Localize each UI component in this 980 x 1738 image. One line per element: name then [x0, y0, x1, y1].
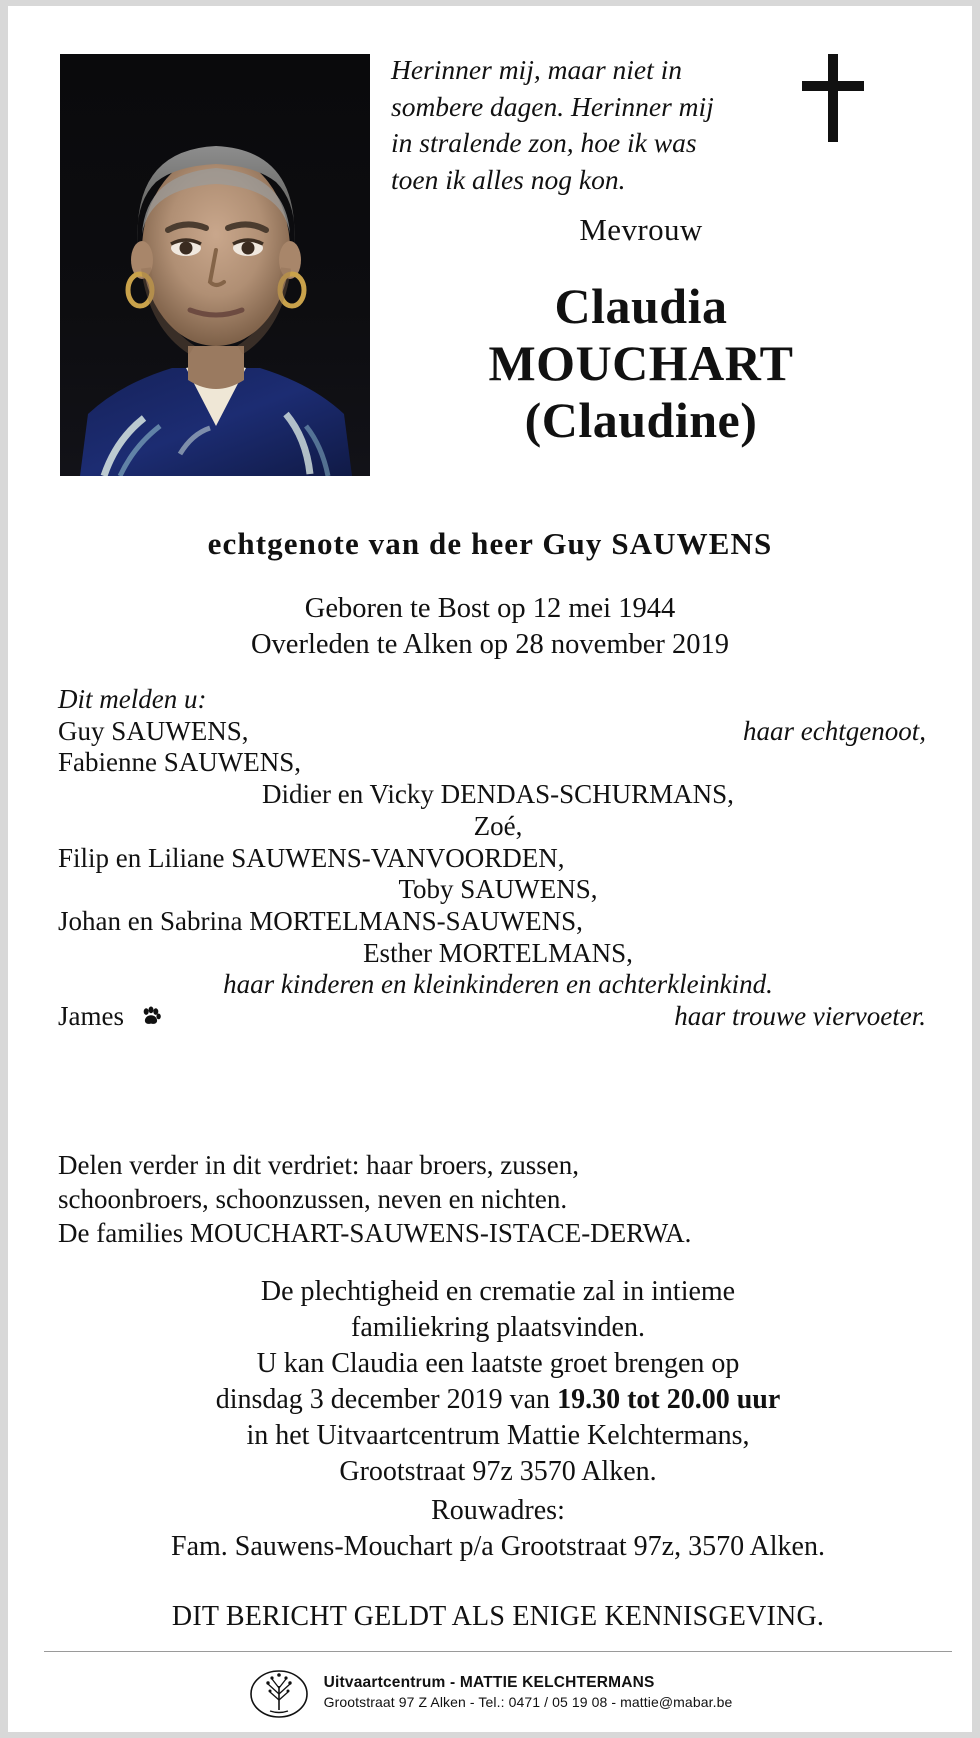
condolence-line: Delen verder in dit verdriet: haar broers, zussen, — [58, 1150, 580, 1180]
pet-name: James — [58, 1001, 124, 1032]
portrait-photo — [60, 54, 370, 476]
visitation-time: 19.30 tot 20.00 uur — [557, 1383, 781, 1415]
poem-line: in stralende zon, hoe ik was — [391, 127, 697, 159]
footer-divider — [44, 1651, 952, 1652]
funeral-home-name: Uitvaartcentrum - MATTIE KELCHTERMANS — [323, 1674, 655, 1691]
family-member: Zoé, — [473, 810, 523, 841]
condolence-line: De families MOUCHART-SAUWENS-ISTACE-DERWA. — [58, 1218, 692, 1249]
first-name: Claudia — [554, 278, 728, 334]
card-inner — [8, 6, 972, 1732]
death-line: Overleden te Alken op 28 november 2019 — [250, 628, 730, 660]
family-member: Didier en Vicky DENDAS-SCHURMANS, — [262, 779, 734, 810]
latin-cross-icon — [802, 54, 864, 142]
ceremony-line: familiekring plaatsvinden. — [351, 1311, 645, 1343]
funeral-home-info — [324, 1674, 733, 1710]
funeral-home-tree-logo-icon — [248, 1664, 310, 1720]
family-member-relation: haar echtgenoot, — [743, 715, 926, 746]
family-member: Fabienne SAUWENS, — [58, 747, 301, 778]
family-member: Johan en Sabrina MORTELMANS-SAUWENS, — [58, 906, 583, 937]
memorial-poem — [391, 52, 751, 198]
poem-line: Herinner mij, maar niet in — [391, 54, 683, 85]
family-intro: Dit melden u: — [58, 684, 207, 714]
life-dates — [8, 591, 972, 663]
ceremony-details — [58, 1274, 938, 1490]
sole-notice-statement: DIT BERICHT GELDT ALS ENIGE KENNISGEVING. — [171, 1601, 825, 1632]
mourning-address-value: Fam. Sauwens-Mouchart p/a Grootstraat 97z, 3570 Alken. — [171, 1531, 825, 1563]
funeral-home-footer — [8, 1664, 972, 1720]
family-member-name: Guy SAUWENS, — [58, 715, 249, 746]
poem-line: toen ik alles nog kon. — [391, 163, 626, 195]
name-alias: (Claudine) — [524, 392, 758, 448]
family-member: Esther MORTELMANS, — [363, 937, 633, 968]
card-header-area — [8, 6, 972, 526]
visitation-line — [58, 1382, 938, 1418]
last-name: MOUCHART — [488, 335, 794, 391]
ceremony-line: De plechtigheid en crematie zal in intieme — [260, 1276, 736, 1307]
ceremony-line: U kan Claudia een laatste groet brengen op — [256, 1347, 740, 1379]
venue-line: in het Uitvaartcentrum Mattie Kelchtermans, — [246, 1419, 750, 1451]
funeral-home-address: Grootstraat 97 Z Alken - Tel.: 0471 / 05 19 08 - mattie@mabar.be — [323, 1694, 733, 1710]
poem-line: sombere dagen. Herinner mij — [391, 90, 714, 122]
family-member: Filip en Liliane SAUWENS-VANVOORDEN, — [58, 842, 565, 873]
visitation-date: dinsdag 3 december 2019 van — [215, 1383, 558, 1415]
honorific: Mevrouw — [579, 212, 703, 247]
venue-address: Grootstraat 97z 3570 Alken. — [339, 1455, 657, 1487]
paw-print-icon — [139, 1004, 163, 1036]
pet-name-group — [58, 1001, 163, 1036]
family-member: Toby SAUWENS, — [398, 874, 598, 905]
mourning-address-label: Rouwadres: — [431, 1495, 565, 1526]
spouse-line: echtgenote van de heer Guy SAUWENS — [207, 526, 773, 561]
family-row-pet — [58, 1001, 938, 1036]
family-list — [58, 684, 938, 1036]
deceased-name — [391, 278, 891, 449]
family-descendants-note: haar kinderen en kleinkinderen en achterkleinkind. — [223, 969, 773, 1000]
extended-family-note — [58, 1148, 938, 1250]
mourning-address — [58, 1493, 938, 1565]
family-row-spouse — [58, 716, 938, 748]
condolence-line: schoonbroers, schoonzussen, neven en nichten. — [58, 1184, 568, 1215]
birth-line: Geboren te Bost op 12 mei 1944 — [304, 593, 676, 624]
pet-relation: haar trouwe viervoeter. — [674, 1001, 926, 1032]
